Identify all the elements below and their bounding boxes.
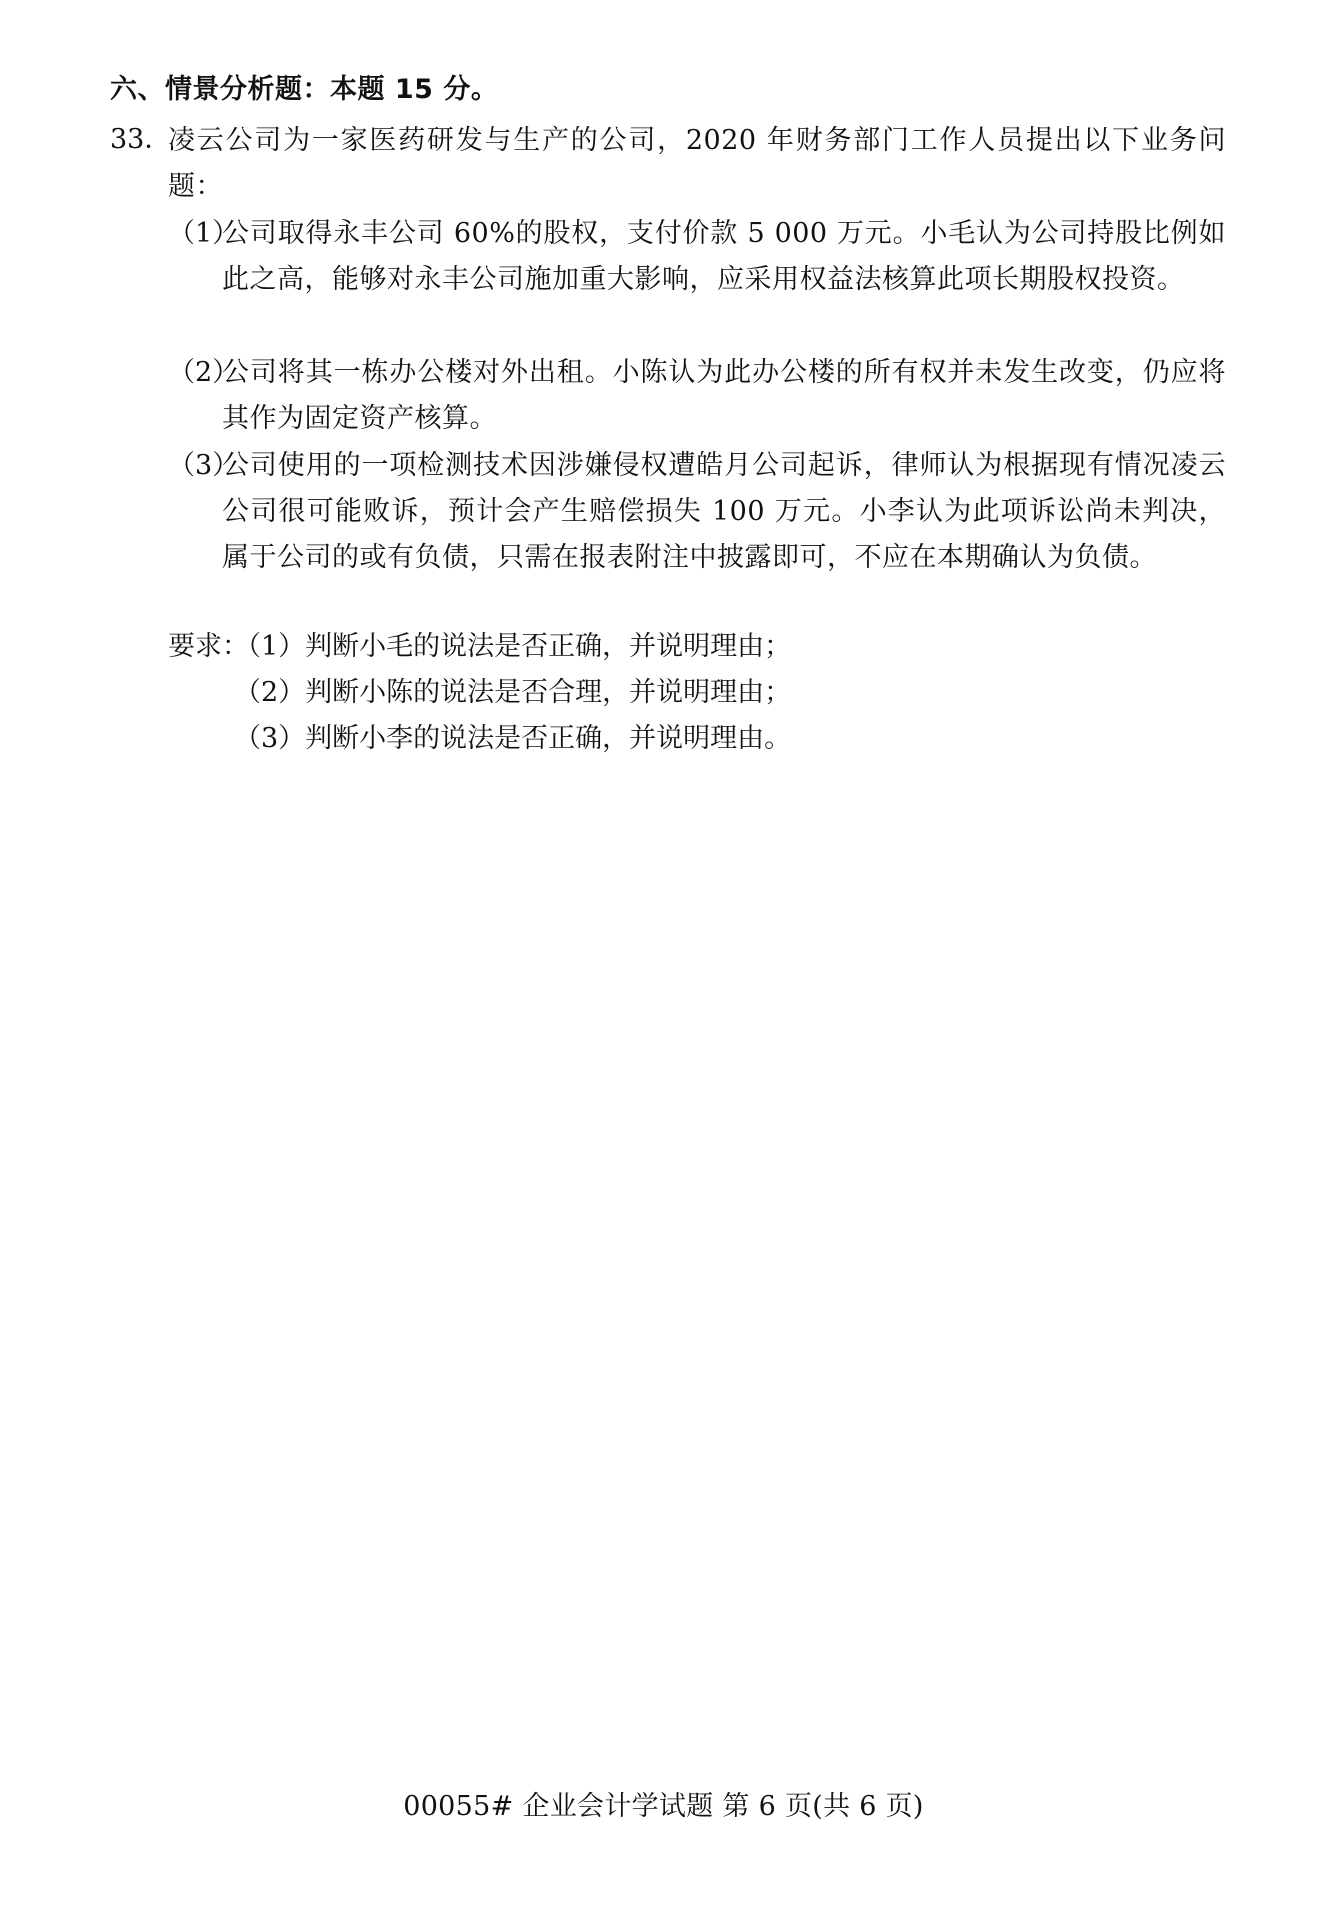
item-2-label: （2）	[168, 357, 240, 388]
page-footer: 00055# 企业会计学试题 第 6 页(共 6 页)	[403, 1791, 924, 1822]
section-heading: 六、情景分析题：本题 15 分。	[110, 74, 499, 105]
requirement-3: （3）判断小李的说法是否正确，并说明理由。	[234, 723, 792, 754]
item-1-label: （1）	[168, 218, 240, 249]
question-number: 33．	[110, 124, 172, 155]
requirement-1: （1）判断小毛的说法是否正确，并说明理由；	[234, 631, 792, 662]
item-3-text: 公司使用的一项检测技术因涉嫌侵权遭皓月公司起诉，律师认为根据现有情况凌云公司很可能败诉，预计会产生赔偿损失 100 万元。小李认为此项诉讼尚未判决，属于公司的或有负债，只需在报表附注中披露即可，不应在本期确认为负债。	[222, 450, 1226, 573]
item-2-text: 公司将其一栋办公楼对外出租。小陈认为此办公楼的所有权并未发生改变，仍应将其作为固定资产核算。	[222, 357, 1226, 434]
requirement-2: （2）判断小陈的说法是否合理，并说明理由；	[234, 677, 792, 708]
item-3-label: （3）	[168, 450, 240, 481]
question-stem: 凌云公司为一家医药研发与生产的公司，2020 年财务部门工作人员提出以下业务问题：	[168, 125, 1226, 202]
requirements-prefix: 要求：	[168, 631, 249, 662]
item-1-text: 公司取得永丰公司 60%的股权，支付价款 5 000 万元。小毛认为公司持股比例如此之高，能够对永丰公司施加重大影响，应采用权益法核算此项长期股权投资。	[222, 218, 1226, 295]
